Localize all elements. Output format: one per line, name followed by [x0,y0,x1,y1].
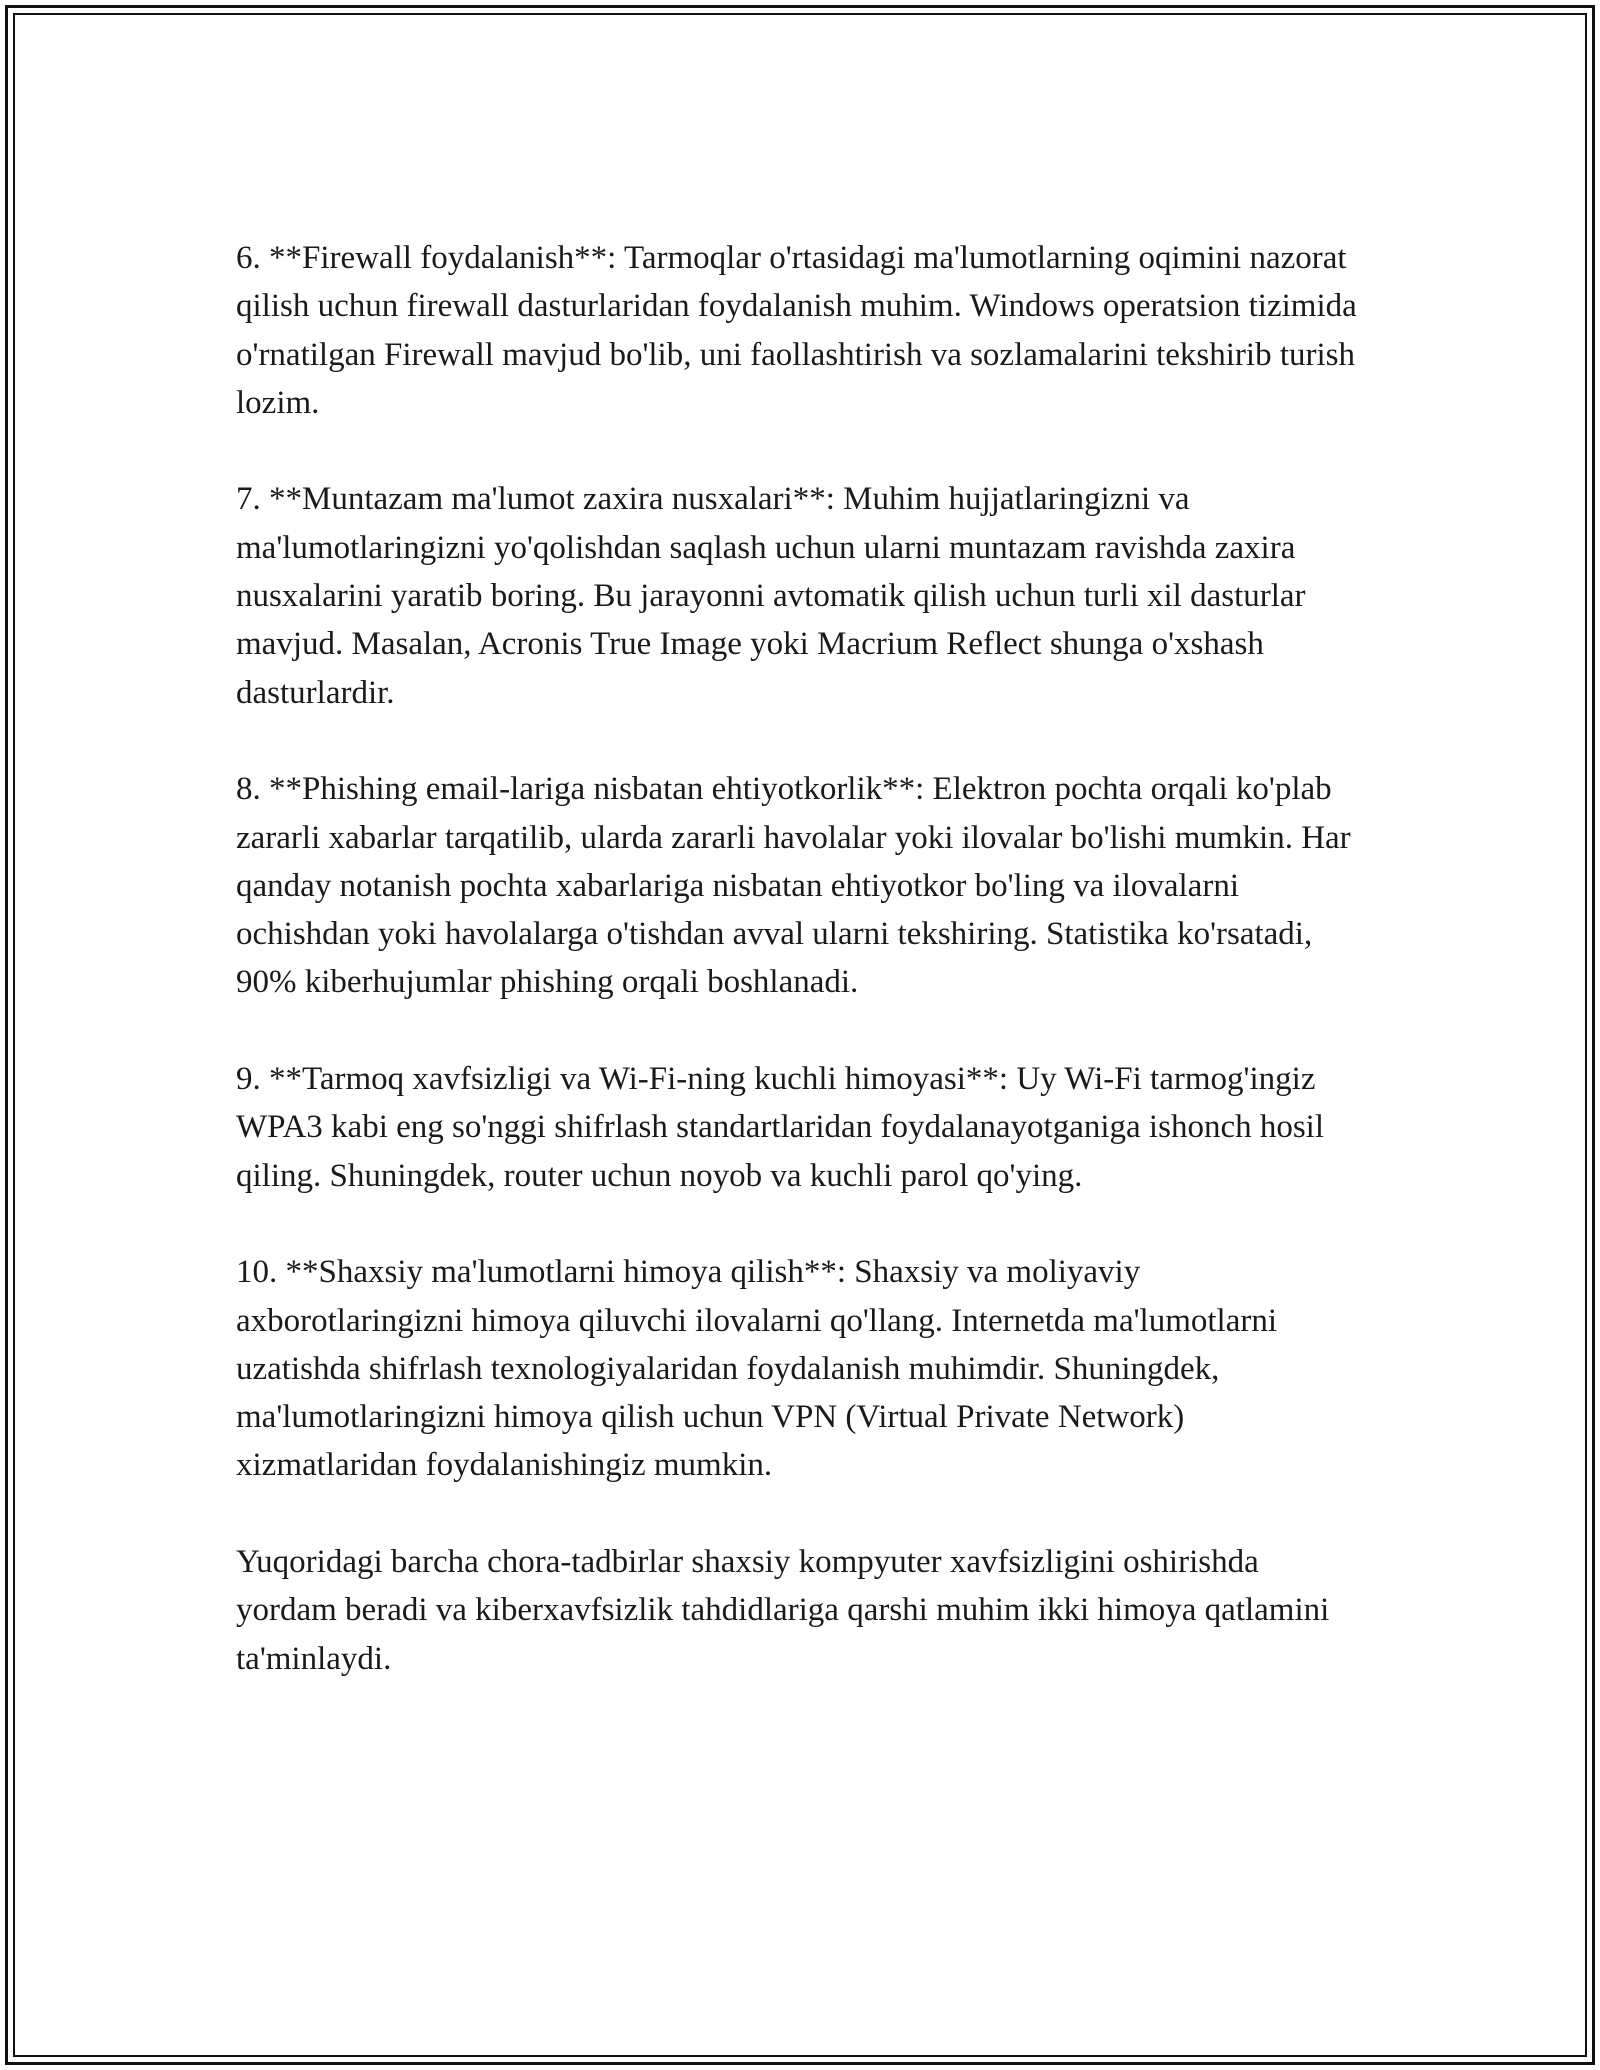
document-body [236,234,1366,1683]
paragraph-phishing: 8. **Phishing email-lariga nisbatan ehtiyotkorlik**: Elektron pochta orqali ko'plab zararli xabarlar tarqatilib, ularda zararli havolalar yoki ilovalar bo'lishi mumkin. Har qanday notanish pochta xabarlariga nisbatan ehtiyotkor bo'ling va ilovalarni ochishdan yoki havolalarga o'tishdan avval ularni tekshiring. Statistika ko'rsatadi, 90% kiberhujumlar phishing orqali boshlanadi. [236,771,1351,1001]
paragraph-network-security: 9. **Tarmoq xavfsizligi va Wi-Fi-ning kuchli himoyasi**: Uy Wi-Fi tarmog'ingiz WPA3 kabi eng so'nggi shifrlash standartlaridan foydalanayotganiga ishonch hosil qiling. Shuningdek, router uchun noyob va kuchli parol qo'ying. [236,1061,1325,1194]
paragraph-backups: 7. **Muntazam ma'lumot zaxira nusxalari**: Muhim hujjatlaringizni va ma'lumotlaringizni yo'qolishdan saqlash uchun ularni muntazam ravishda zaxira nusxalarini yaratib boring. Bu jarayonni avtomatik qilish uchun turli xil dasturlar mavjud. Masalan, Acronis True Image yoki Macrium Reflect shunga o'xshash dasturlardir. [236,481,1306,711]
paragraph-personal-data: 10. **Shaxsiy ma'lumotlarni himoya qilish**: Shaxsiy va moliyaviy axborotlaringizni himoya qiluvchi ilovalarni qo'llang. Internetda ma'lumotlarni uzatishda shifrlash texnologiyalaridan foydalanish muhimdir. Shuningdek, ma'lumotlaringizni himoya qilish uchun VPN (Virtual Private Network) xizmatlaridan foydalanishingiz mumkin. [236,1254,1278,1484]
paragraph-conclusion: Yuqoridagi barcha chora-tadbirlar shaxsiy kompyuter xavfsizligini oshirishda yordam beradi va kiberxavfsizlik tahdidlariga qarshi muhim ikki himoya qatlamini ta'minlaydi. [236,1544,1330,1677]
paragraph-firewall: 6. **Firewall foydalanish**: Tarmoqlar o'rtasidagi ma'lumotlarning oqimini nazorat qilish uchun firewall dasturlaridan foydalanish muhim. Windows operatsion tizimida o'rnatilgan Firewall mavjud bo'lib, uni faollashtirish va sozlamalarini tekshirib turish lozim. [236,240,1357,421]
